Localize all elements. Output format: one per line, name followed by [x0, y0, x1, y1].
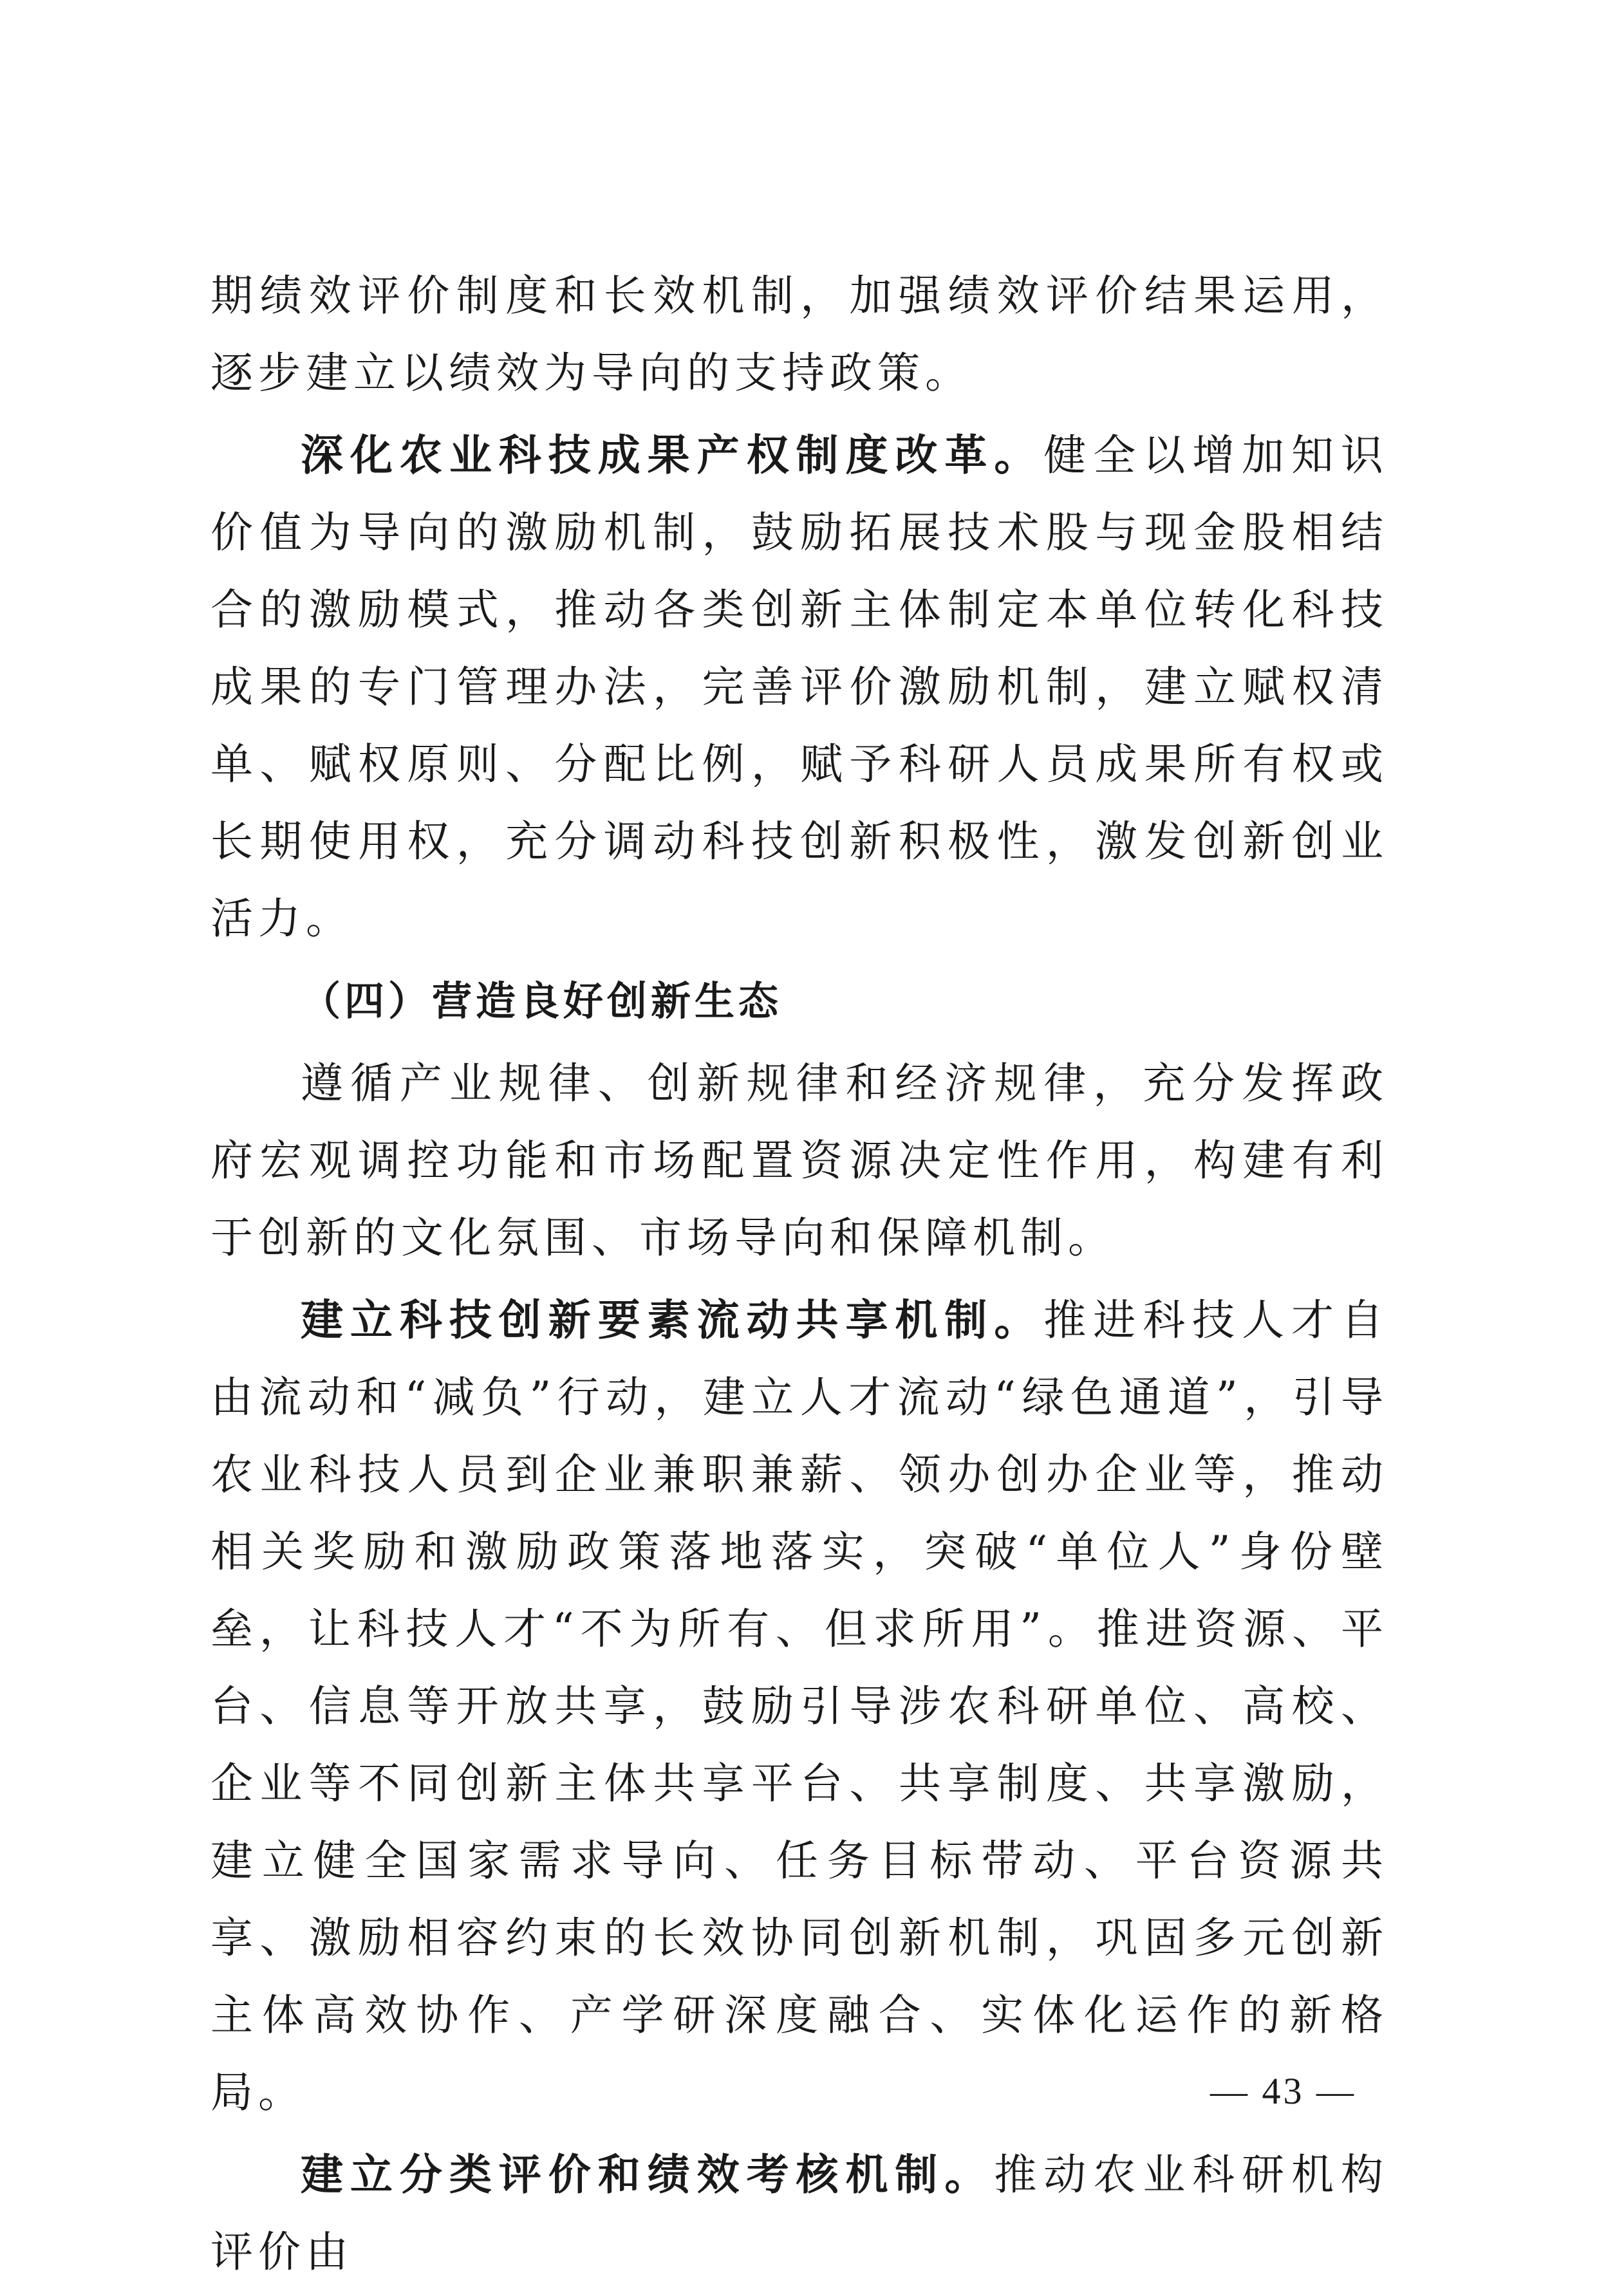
paragraph-ip-reform	[210, 417, 1388, 958]
paragraph-text: 推动农业科研机构评价由	[210, 2150, 1389, 2277]
paragraph-evaluation	[210, 2136, 1388, 2291]
page-number: — 43 —	[1210, 2070, 1356, 2112]
paragraph-text: 推进科技人才自由流动和“减负”行动，建立人才流动“绿色通道”，引导农业科技人员到企业兼职兼薪、领办创办企业等，推动相关奖励和激励政策落地落实，突破“单位人”身份壁垒，让科技人才“不为所有、但求所用”。推进资源、平台、信息等开放共享，鼓励引导涉农科研单位、高校、企业等不同创新主体共享平台、共享制度、共享激励，建立健全国家需求导向、任务目标带动、平台资源共享、激励相容约束的长效协同创新机制，巩固多元创新主体高效协作、产学研深度融合、实体化运作的新格局。	[210, 1295, 1389, 2117]
paragraph-text: 期绩效评价制度和长效机制，加强绩效评价结果运用，逐步建立以绩效为导向的支持政策。	[210, 271, 1388, 398]
section-heading: （四）营造良好创新生态	[301, 977, 783, 1024]
paragraph-ecosystem	[210, 1045, 1388, 1277]
paragraph-sharing-mechanism	[210, 1282, 1388, 2131]
paragraph-text: 健全以增加知识价值为导向的激励机制，鼓励拓展技术股与现金股相结合的激励模式，推动各类创新主体制定本单位转化科技成果的专门管理办法，完善评价激励机制，建立赋权清单、赋权原则、分配比例，赋予科研人员成果所有权或长期使用权，充分调动科技创新积极性，激发创新创业活力。	[210, 430, 1389, 943]
paragraph-continuation	[210, 257, 1388, 412]
document-body	[210, 257, 1388, 2296]
paragraph-lead: 建立分类评价和绩效考核机制。	[301, 2150, 995, 2199]
paragraph-lead: 建立科技创新要素流动共享机制。	[301, 1295, 1044, 1345]
paragraph-lead: 深化农业科技成果产权制度改革。	[301, 430, 1044, 480]
paragraph-text: 遵循产业规律、创新规律和经济规律，充分发挥政府宏观调控功能和市场配置资源决定性作用，构建有利于创新的文化氛围、市场导向和保障机制。	[210, 1059, 1388, 1263]
